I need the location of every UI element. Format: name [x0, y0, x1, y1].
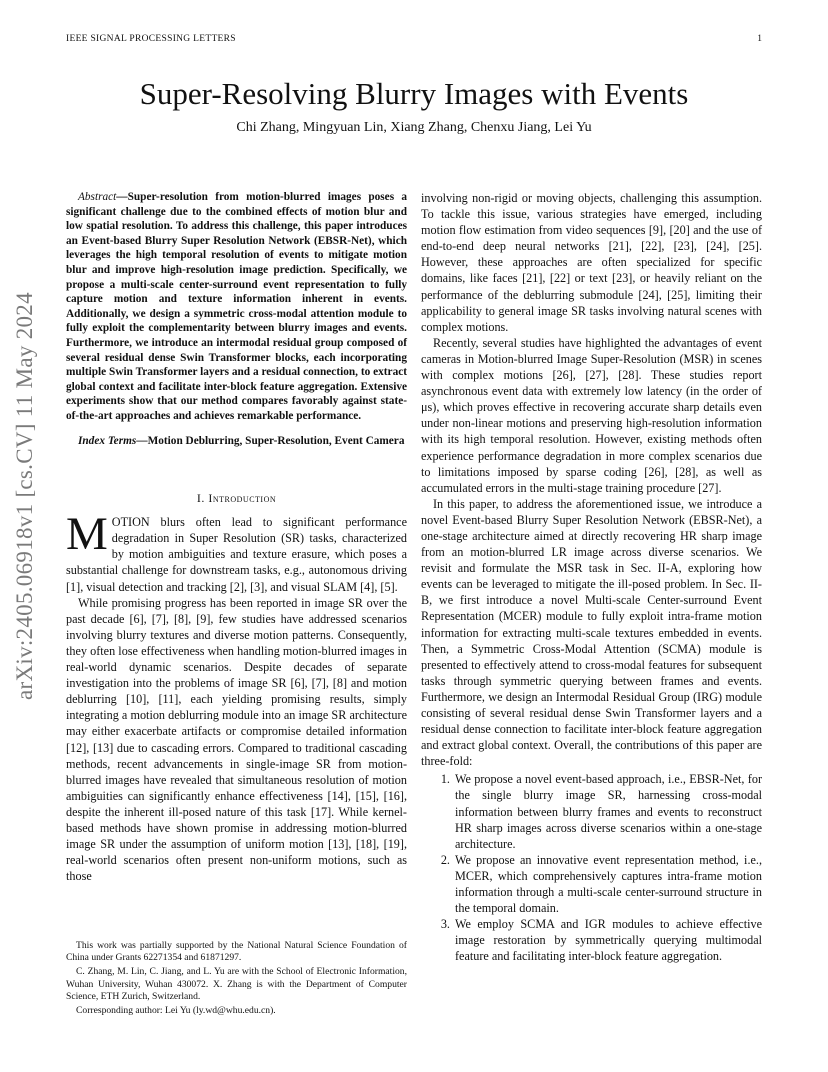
abstract-text: Super-resolution from motion-blurred images poses a significant challenge due to the combined effects of motion blur and low spatial resolution. To address this challenge, this paper introduces an Event-based Blurry Super Resolution Network (EBSR-Net), which leverages the high temporal resolution of events to mitigate motion blur and improve high-resolution image prediction. Specifically, we propose a multi-scale center-surround event representation to fully capture motion and texture information inherent in events. Additionally, we design a symmetric cross-modal attention module to fully exploit the complementarity between blurry images and events. Furthermore, we introduce an intermodal residual group composed of several residual dense Swin Transformer blocks, each incorporating multiple Swin Transformer layers and a residual connection, to extract global context and facilitate inter-block feature aggregation. Extensive experiments show that our method compares favorably against state-of-the-art approaches and achieves remarkable performance. [66, 191, 407, 422]
list-item: 3. We employ SCMA and IGR modules to achieve effective image restoration by symmetrically querying multimodal feature and facilitating inter-block feature aggregation. [453, 916, 762, 964]
footnote-corresponding: Corresponding author: Lei Yu (ly.wd@whu.edu.cn). [76, 1005, 276, 1017]
section-number: I. [196, 491, 205, 506]
intro-paragraph-2: While promising progress has been reported in image SR over the past decade [6], [7], [8], [9], few studies have addressed scenarios involving blurry textures and diverse motion patterns. Consequently, they often lose effectiveness when handling motion-blurred images in real-world dynamic scenarios. Despite decades of separate investigation into the problems of image SR [6], [7], [8] and motion deblurring [10], [11], each yielding promising results, simply integrating a motion deblurring module into an image SR architecture may either exacerbate artifacts or compromise detailed information [12], [13] due to cascading errors. Compared to traditional cascading methods, recent advancements in single-image SR from motion-blurred images have revealed that simultaneous resolution of motion ambiguities can significantly enhance effectiveness [14], [15], [16], despite the inherent ill-posed nature of this task [17]. While kernel-based methods have shown promise in addressing motion-blurred image SR under the assumption of uniform motion [13], [18], [19], real-world scenarios often present non-uniform motions, such as those [66, 595, 407, 884]
intro-paragraph-1-text: OTION blurs often lead to significant performance degradation in Super Resolution (SR) tasks, characterized by motion ambiguities and texture erasure, which poses a substantial challenge for downstream tasks, e.g., autonomous driving [1], visual detection and tracking [2], [3], and visual SLAM [4], [5]. [66, 515, 407, 594]
contributions-list [421, 771, 762, 964]
abstract: Abstract—Super-resolution from motion-blurred images poses a significant challenge due to the combined effects of motion blur and low spatial resolution. To address this challenge, this paper introduces an Event-based Blurry Super Resolution Network (EBSR-Net), which leverages the high temporal resolution of events to mitigate motion blur and improve high-resolution image prediction. Specifically, we propose a multi-scale center-surround event representation to fully capture motion and texture information inherent in events. Additionally, we design a symmetric cross-modal attention module to fully exploit the complementarity between blurry images and events. Furthermore, we introduce an intermodal residual group composed of several residual dense Swin Transformer blocks, each incorporating multiple Swin Transformer layers and a residual connection, to extract global context and facilitate inter-block feature aggregation. Extensive experiments show that our method compares favorably against state-of-the-art approaches and achieves remarkable performance. [66, 191, 407, 422]
index-terms: Index Terms—Motion Deblurring, Super-Resolution, Event Camera [78, 434, 405, 447]
right-column [421, 190, 762, 965]
footnotes [66, 940, 407, 1019]
arxiv-identifier: arXiv:2405.06918v1 [cs.CV] 11 May 2024 [12, 292, 37, 700]
left-column [66, 190, 407, 884]
intro-paragraph-4: Recently, several studies have highlighted the advantages of event cameras in Motion-blurred Image Super-Resolution (MSR) in scenes with complex motions [26], [27], [28]. These studies report asynchronous event data with extremely low latency (in the order of μs), which proves effective in recovering accurate sharp details even under non-linear motions and preserving high-resolution information with its high temporal resolution. However, existing methods often experience performance degradation in more complex scenarios due to limitations imposed by sparse coding [26], [28], as well as accumulated errors in the multi-stage training procedure [27]. [421, 335, 762, 495]
author-list: Chi Zhang, Mingyuan Lin, Xiang Zhang, Chenxu Jiang, Lei Yu [236, 120, 592, 135]
list-item: 2. We propose an innovative event representation method, i.e., MCER, which comprehensively captures intra-frame motion information through a multi-scale center-surround structure in the temporal domain. [453, 852, 762, 916]
footnote-funding: This work was partially supported by the National Natural Science Foundation of China under Grants 62271354 and 61871297. [66, 940, 407, 964]
page-number: 1 [757, 34, 762, 44]
intro-paragraph-1 [66, 508, 407, 594]
list-item: 1. We propose a novel event-based approach, i.e., EBSR-Net, for the single blurry image SR, harnessing cross-modal information between blurry frames and events to reconstruct HR sharp images across diverse scenarios within a one-stage architecture. [453, 771, 762, 851]
intro-paragraph-3: involving non-rigid or moving objects, challenging this assumption. To tackle this issue, various strategies have emerged, including motion flow estimation from video sequences [9], [20] and the use of end-to-end deep neural networks [21], [22], [23], [24], [25]. However, these approaches are often specialized for specific domains, like faces [21], [22] or text [23], or heavily reliant on the performance of the deblurring submodule [24], [25], limiting their applicability to general image SR tasks involving natural scenes with complex motions. [421, 191, 762, 334]
abstract-label: Abstract [78, 191, 117, 203]
index-terms-text: Motion Deblurring, Super-Resolution, Event Camera [147, 434, 405, 447]
intro-paragraph-5: In this paper, to address the aforementioned issue, we introduce a novel Event-based Blurry Super Resolution Network (EBSR-Net), a one-stage architecture aimed at directly recovering HR sharp image from an motion-blurred LR image across diverse scenarios. We revisit and formulate the MSR task in Sec. II-A, exploring how events can be leveraged to mitigate the ill-posed problem. In Sec. II-B, we first introduce a novel Multi-scale Center-surround Event Representation (MCER) module to fully exploit intra-frame motion information for extracting multi-scale textures embedded in events. Then, a Symmetric Cross-Modal Attention (SCMA) module is presented to effectively attend to cross-modal features for subsequent tasks through symmetric querying between frames and events. Furthermore, we design an Intermodal Residual Group (IRG) module consisting of several residual dense Swin Transformer layers and a residual dense connection to facilitate inter-block feature aggregation and extract global context. Overall, the contributions of this paper are three-fold: [421, 496, 762, 769]
drop-cap: M [66, 508, 108, 561]
footnote-affiliations: C. Zhang, M. Lin, C. Jiang, and L. Yu are with the School of Electronic Information, Wuhan University, Wuhan 430072. X. Zhang is with the Department of Computer Science, ETH Zurich, Switzerland. [66, 966, 407, 1002]
section-title: Introduction [208, 491, 277, 506]
section-heading-introduction [66, 490, 407, 506]
paper-title: Super-Resolving Blurry Images with Events [139, 76, 689, 111]
index-terms-label: Index Terms [78, 434, 137, 447]
running-head: IEEE SIGNAL PROCESSING LETTERS [66, 34, 236, 44]
